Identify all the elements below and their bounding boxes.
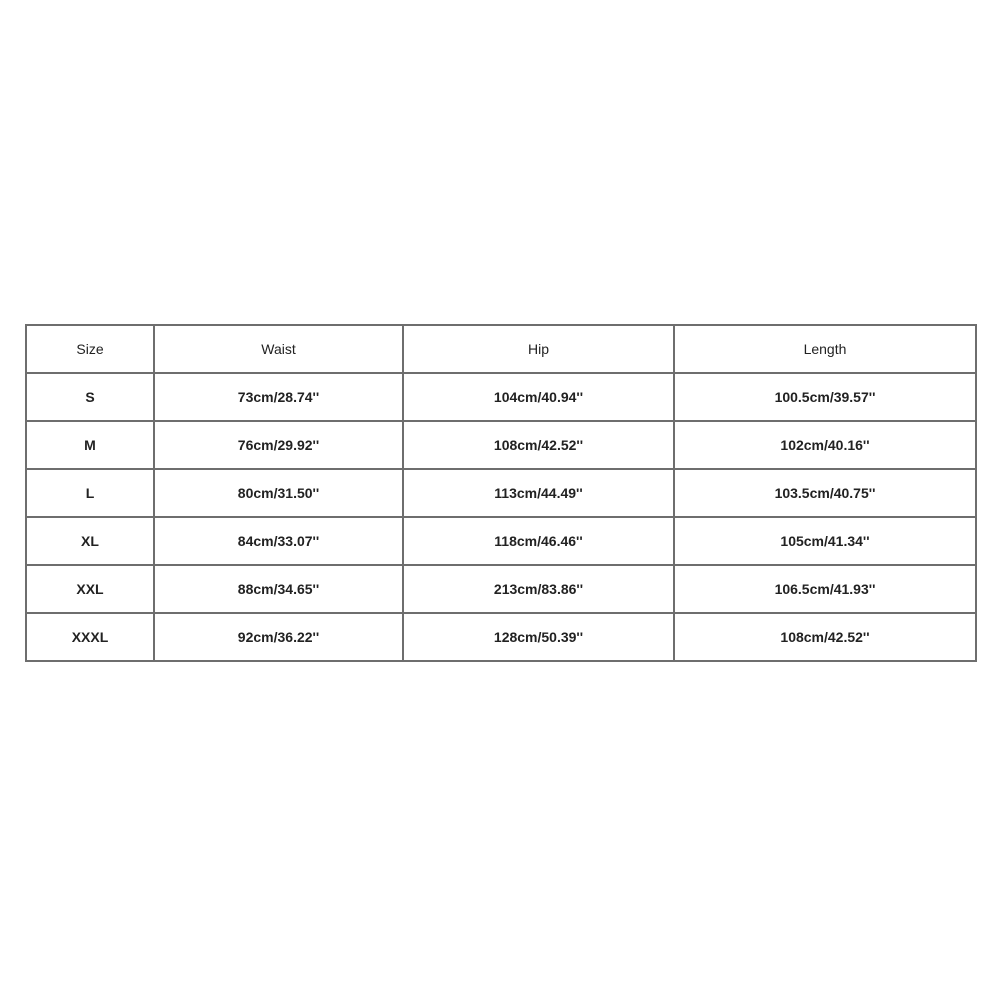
hip-cell: 113cm/44.49'' [403,469,674,517]
hip-cell: 118cm/46.46'' [403,517,674,565]
length-cell: 105cm/41.34'' [674,517,976,565]
table-row [26,613,976,661]
size-cell: XL [26,517,154,565]
waist-cell: 88cm/34.65'' [154,565,403,613]
hip-cell: 128cm/50.39'' [403,613,674,661]
hip-cell: 108cm/42.52'' [403,421,674,469]
table-row [26,421,976,469]
table-row [26,517,976,565]
length-cell: 106.5cm/41.93'' [674,565,976,613]
header-waist: Waist [154,325,403,373]
size-cell: XXXL [26,613,154,661]
length-cell: 108cm/42.52'' [674,613,976,661]
size-cell: M [26,421,154,469]
header-size: Size [26,325,154,373]
table-row [26,373,976,421]
table-row [26,565,976,613]
size-chart-table [25,324,977,662]
table-header-row [26,325,976,373]
waist-cell: 80cm/31.50'' [154,469,403,517]
length-cell: 100.5cm/39.57'' [674,373,976,421]
hip-cell: 213cm/83.86'' [403,565,674,613]
length-cell: 103.5cm/40.75'' [674,469,976,517]
length-cell: 102cm/40.16'' [674,421,976,469]
waist-cell: 92cm/36.22'' [154,613,403,661]
table-row [26,469,976,517]
size-cell: L [26,469,154,517]
waist-cell: 76cm/29.92'' [154,421,403,469]
hip-cell: 104cm/40.94'' [403,373,674,421]
size-cell: S [26,373,154,421]
waist-cell: 84cm/33.07'' [154,517,403,565]
size-cell: XXL [26,565,154,613]
header-hip: Hip [403,325,674,373]
waist-cell: 73cm/28.74'' [154,373,403,421]
header-length: Length [674,325,976,373]
